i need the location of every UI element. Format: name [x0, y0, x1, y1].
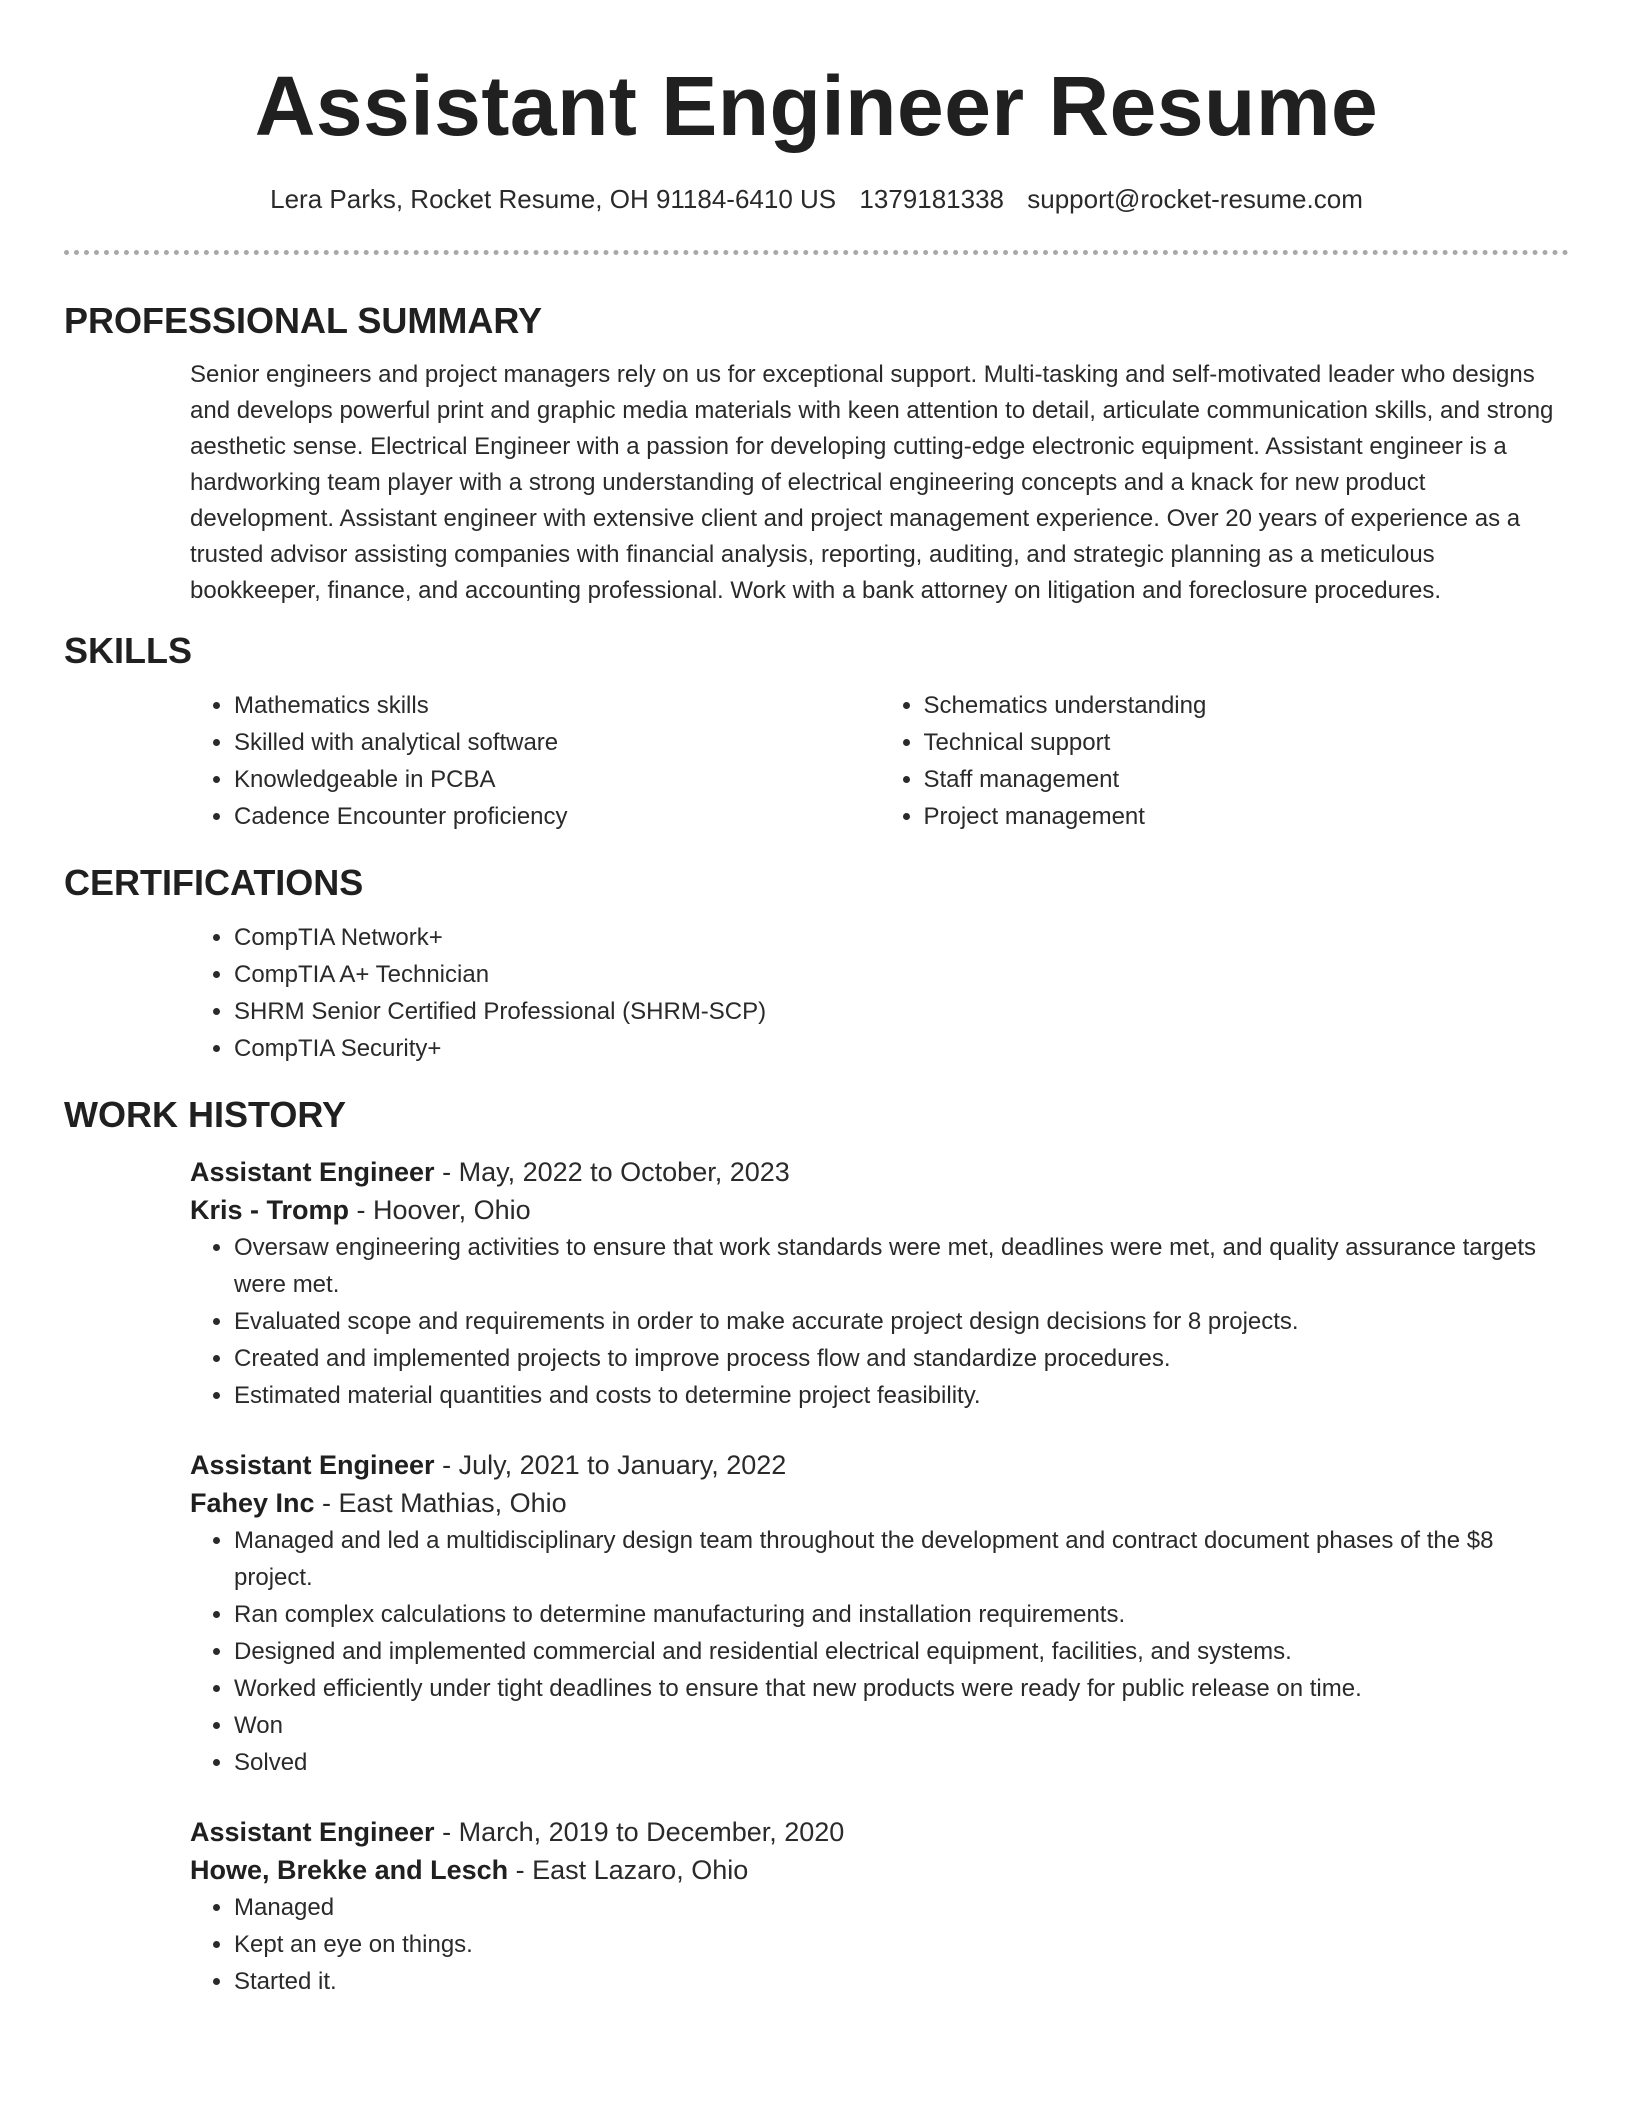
- skills-grid: [190, 687, 1569, 835]
- job-company-line: [190, 1484, 1569, 1522]
- skill-item: • Staff management: [924, 761, 1570, 798]
- contact-address: Lera Parks, Rocket Resume, OH 91184-6410 US: [270, 184, 837, 214]
- skill-item: • Cadence Encounter proficiency: [234, 798, 880, 835]
- contact-line: [64, 182, 1569, 216]
- certifications-wrap: [190, 919, 1569, 1067]
- job-location: - Hoover, Ohio: [349, 1195, 531, 1225]
- job-company: Howe, Brekke and Lesch: [190, 1855, 509, 1885]
- job-location: - East Lazaro, Ohio: [508, 1855, 749, 1885]
- job-title: Assistant Engineer: [190, 1817, 435, 1847]
- job-company: Kris - Tromp: [190, 1195, 350, 1225]
- job-bullet: • Estimated material quantities and costs to determine project feasibility.: [234, 1377, 1569, 1414]
- job-entry: [190, 1153, 1569, 1414]
- skill-item: • Skilled with analytical software: [234, 724, 880, 761]
- job-bullet: • Ran complex calculations to determine manufacturing and installation requirements.: [234, 1596, 1569, 1633]
- job-bullet: • Designed and implemented commercial and residential electrical equipment, facilities, and systems.: [234, 1633, 1569, 1670]
- job-title: Assistant Engineer: [190, 1157, 435, 1187]
- job-bullets: [190, 1889, 1569, 2000]
- page-title: Assistant Engineer Resume: [254, 59, 1379, 153]
- job-bullet: • Created and implemented projects to improve process flow and standardize procedures.: [234, 1340, 1569, 1377]
- certification-item: • SHRM Senior Certified Professional (SHRM-SCP): [234, 993, 1569, 1030]
- job-title-line: [190, 1813, 1569, 1851]
- job-bullet: • Kept an eye on things.: [234, 1926, 1569, 1963]
- job-bullets: [190, 1229, 1569, 1414]
- job-bullet: • Evaluated scope and requirements in order to make accurate project design decisions for 8 projects.: [234, 1303, 1569, 1340]
- certification-item: • CompTIA A+ Technician: [234, 956, 1569, 993]
- job-dates: - May, 2022 to October, 2023: [434, 1157, 790, 1187]
- job-bullet: • Managed and led a multidisciplinary design team throughout the development and contract document phases of the $8 project.: [234, 1522, 1569, 1596]
- contact-email: support@rocket-resume.com: [1027, 184, 1363, 214]
- job-dates: - July, 2021 to January, 2022: [434, 1450, 787, 1480]
- job-bullets: [190, 1522, 1569, 1781]
- skill-item: • Mathematics skills: [234, 687, 880, 724]
- job-entry: [190, 1446, 1569, 1781]
- certifications-list: [190, 919, 1569, 1067]
- certification-item: • CompTIA Network+: [234, 919, 1569, 956]
- job-bullet: • Started it.: [234, 1963, 1569, 2000]
- skills-section: [64, 629, 1569, 835]
- job-bullet: • Won: [234, 1707, 1569, 1744]
- certifications-section: [64, 861, 1569, 1067]
- skills-list-left: [190, 687, 880, 835]
- job-bullet: • Managed: [234, 1889, 1569, 1926]
- job-location: - East Mathias, Ohio: [314, 1488, 567, 1518]
- summary-text: Senior engineers and project managers rely on us for exceptional support. Multi-tasking and self-motivated leader who designs and develops powerful print and graphic media materials with keen attention to detail, articulate communication skills, and strong aesthetic sense. Electrical Engineer with a passion for developing cutting-edge electronic equipment. Assistant engineer is a hardworking team player with a strong understanding of electrical engineering concepts and a knack for new product development. Assistant engineer with extensive client and project management experience. Over 20 years of experience as a trusted advisor assisting companies with financial analysis, reporting, auditing, and strategic planning as a meticulous bookkeeper, finance, and accounting professional. Work with a bank attorney on litigation and foreclosure procedures.: [190, 361, 1554, 604]
- job-company-line: [190, 1851, 1569, 1889]
- certifications-heading: CERTIFICATIONS: [64, 862, 364, 903]
- skills-list-right: [880, 687, 1570, 835]
- job-bullet: • Solved: [234, 1744, 1569, 1781]
- job-dates: - March, 2019 to December, 2020: [434, 1817, 845, 1847]
- job-title-line: [190, 1446, 1569, 1484]
- certification-item: • CompTIA Security+: [234, 1030, 1569, 1067]
- work-history-heading: WORK HISTORY: [64, 1094, 347, 1135]
- skills-heading: SKILLS: [64, 630, 193, 671]
- skill-item: • Project management: [924, 798, 1570, 835]
- work-history-section: [64, 1093, 1569, 2000]
- header-divider: [64, 250, 1569, 255]
- job-bullet: • Worked efficiently under tight deadlines to ensure that new products were ready for public release on time.: [234, 1670, 1569, 1707]
- skill-item: • Knowledgeable in PCBA: [234, 761, 880, 798]
- resume-page: [64, 0, 1569, 2000]
- job-entry: [190, 1813, 1569, 2000]
- summary-heading: PROFESSIONAL SUMMARY: [64, 300, 543, 341]
- skill-item: • Technical support: [924, 724, 1570, 761]
- contact-phone: 1379181338: [859, 184, 1004, 214]
- job-title: Assistant Engineer: [190, 1450, 435, 1480]
- job-company: Fahey Inc: [190, 1488, 315, 1518]
- job-bullet: • Oversaw engineering activities to ensure that work standards were met, deadlines were met, and quality assurance targets were met.: [234, 1229, 1569, 1303]
- job-company-line: [190, 1191, 1569, 1229]
- job-title-line: [190, 1153, 1569, 1191]
- skill-item: • Schematics understanding: [924, 687, 1570, 724]
- summary-section: [64, 299, 1569, 609]
